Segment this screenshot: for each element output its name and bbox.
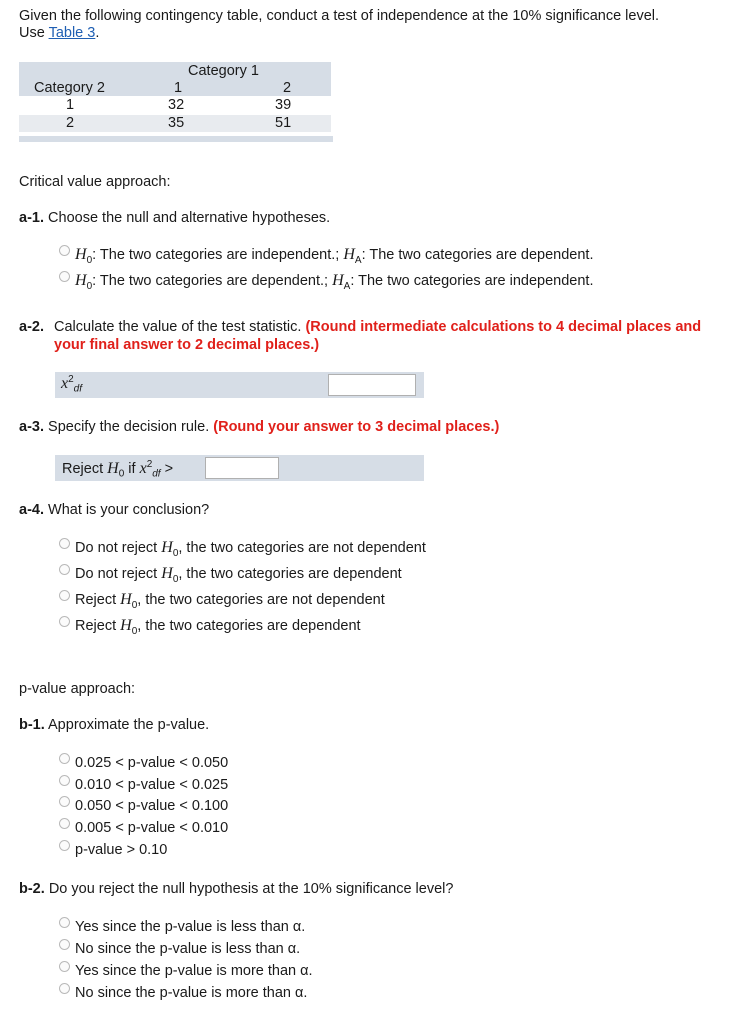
use-suffix: . bbox=[95, 25, 100, 41]
col-label-2: 2 bbox=[283, 80, 292, 96]
b2-option-3[interactable]: Yes since the p-value is more than α. bbox=[59, 962, 313, 980]
radio-icon[interactable] bbox=[59, 245, 70, 256]
radio-icon[interactable] bbox=[59, 775, 70, 786]
row-label-2: 2 bbox=[66, 115, 75, 131]
b1-option-4[interactable]: 0.005 < p-value < 0.010 bbox=[59, 819, 228, 837]
use-prefix: Use bbox=[19, 25, 49, 41]
table-3-link[interactable]: Table 3 bbox=[48, 25, 96, 41]
cell-r1-c1: 32 bbox=[168, 97, 185, 113]
a3-text: Specify the decision rule. bbox=[48, 419, 214, 435]
radio-icon[interactable] bbox=[59, 818, 70, 829]
col-label-1: 1 bbox=[174, 80, 183, 96]
a4-number: a-4. bbox=[19, 502, 44, 518]
radio-icon[interactable] bbox=[59, 796, 70, 807]
b1-option-3[interactable]: 0.050 < p-value < 0.100 bbox=[59, 797, 228, 815]
b1-option-5[interactable]: p-value > 0.10 bbox=[59, 841, 167, 859]
radio-icon[interactable] bbox=[59, 564, 70, 575]
radio-icon[interactable] bbox=[59, 753, 70, 764]
b2-option-1[interactable]: Yes since the p-value is less than α. bbox=[59, 918, 305, 936]
a4-text: What is your conclusion? bbox=[48, 502, 210, 518]
a4-option-2[interactable]: Do not reject $H_0$, the two categories are dependent bbox=[59, 565, 402, 589]
radio-icon[interactable] bbox=[59, 538, 70, 549]
radio-icon[interactable] bbox=[59, 983, 70, 994]
critical-value-input[interactable] bbox=[205, 457, 279, 479]
a3-number: a-3. bbox=[19, 419, 44, 435]
a2-answer-band bbox=[55, 372, 424, 398]
b2-number: b-2. bbox=[19, 881, 45, 897]
question-a1 bbox=[19, 209, 330, 227]
question-b2 bbox=[19, 880, 453, 898]
b1-number: b-1. bbox=[19, 717, 45, 733]
test-statistic-input[interactable] bbox=[328, 374, 416, 396]
a1-option-1[interactable]: $H_0$: The two categories are independent.; $H_A$: The two categories are dependent. bbox=[59, 246, 593, 270]
radio-icon[interactable] bbox=[59, 939, 70, 950]
a1-number: a-1. bbox=[19, 210, 44, 226]
decision-rule-label: Reject $H_0$ if $x^2_{df}$ > bbox=[62, 459, 174, 480]
b2-option-2[interactable]: No since the p-value is less than α. bbox=[59, 940, 300, 958]
question-intro bbox=[19, 8, 739, 42]
question-a2 bbox=[19, 318, 719, 354]
radio-icon[interactable] bbox=[59, 590, 70, 601]
p-value-heading: p-value approach: bbox=[19, 681, 136, 697]
category-1-header: Category 1 bbox=[188, 63, 259, 79]
radio-icon[interactable] bbox=[59, 840, 70, 851]
question-b1 bbox=[19, 716, 209, 734]
radio-icon[interactable] bbox=[59, 961, 70, 972]
contingency-table bbox=[19, 62, 331, 132]
critical-value-heading: Critical value approach: bbox=[19, 174, 171, 190]
a4-option-1[interactable]: Do not reject $H_0$, the two categories are not dependent bbox=[59, 539, 426, 563]
a2-number: a-2. bbox=[19, 319, 44, 335]
radio-icon[interactable] bbox=[59, 616, 70, 627]
category-2-header: Category 2 bbox=[34, 80, 105, 96]
question-a4 bbox=[19, 501, 209, 519]
radio-icon[interactable] bbox=[59, 917, 70, 928]
a1-option-2[interactable]: $H_0$: The two categories are dependent.; $H_A$: The two categories are independent. bbox=[59, 272, 594, 296]
b2-text: Do you reject the null hypothesis at the 10% significance level? bbox=[48, 881, 454, 897]
cell-r1-c2: 39 bbox=[275, 97, 292, 113]
intro-use-line bbox=[19, 25, 739, 42]
a3-rounding-note: (Round your answer to 3 decimal places.) bbox=[213, 419, 500, 435]
a1-text: Choose the null and alternative hypotheses. bbox=[48, 210, 331, 226]
question-a3 bbox=[19, 418, 499, 436]
b1-text: Approximate the p-value. bbox=[48, 717, 210, 733]
b1-option-1[interactable]: 0.025 < p-value < 0.050 bbox=[59, 754, 228, 772]
cell-r2-c1: 35 bbox=[168, 115, 185, 131]
b1-option-2[interactable]: 0.010 < p-value < 0.025 bbox=[59, 776, 228, 794]
chi-square-label: $x^2_{df}$ bbox=[61, 374, 83, 395]
row-label-1: 1 bbox=[66, 97, 75, 113]
b2-option-4[interactable]: No since the p-value is more than α. bbox=[59, 984, 307, 1002]
a4-option-3[interactable]: Reject $H_0$, the two categories are not dependent bbox=[59, 591, 385, 615]
a2-rounding-note: (Round intermediate calculations to 4 decimal places and your final answer to 2 decimal places.) bbox=[54, 319, 702, 353]
table-bottom-rule bbox=[19, 136, 333, 142]
a3-answer-band bbox=[55, 455, 424, 481]
intro-text: Given the following contingency table, conduct a test of independence at the 10% significance level. bbox=[19, 8, 660, 24]
a4-option-4[interactable]: Reject $H_0$, the two categories are dependent bbox=[59, 617, 361, 641]
radio-icon[interactable] bbox=[59, 271, 70, 282]
cell-r2-c2: 51 bbox=[275, 115, 292, 131]
a2-text: Calculate the value of the test statistic. bbox=[54, 319, 306, 335]
